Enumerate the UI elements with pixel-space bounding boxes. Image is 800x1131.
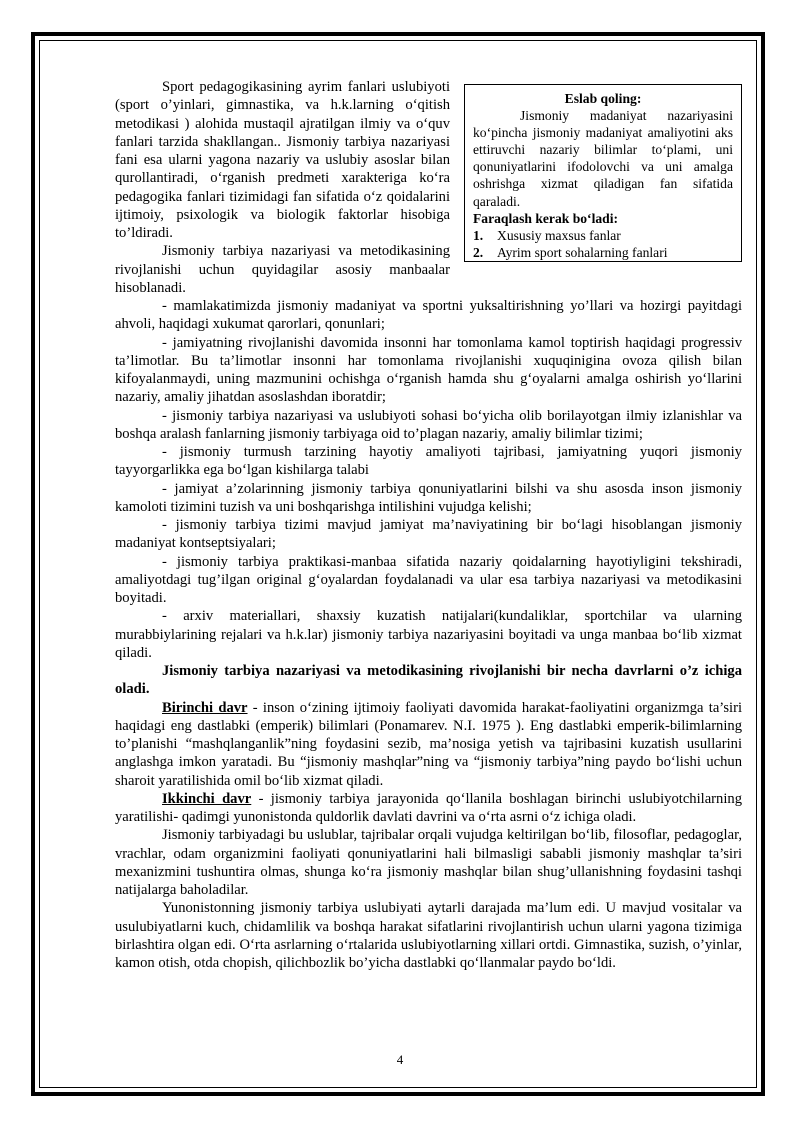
- period-1-label: Birinchi davr: [162, 699, 248, 716]
- paragraph: Jismoniy tarbiya nazariyasi va metodikasining rivojlanishi uchun quyidagilar asosiy manbaalar hisoblanadi.: [115, 243, 450, 296]
- paragraph: Sport pedagogikasining ayrim fanlari uslubiyoti (sport o’yinlari, gimnastika, va h.k.larning o‘qitish metodikasi ) alohida mustaqil ajratilgan ilmiy va o‘quv fanlari tarzida shakllangan.. Jismoniy tarbiya nazariyasi fani esa ularni yagona nazariy va uslubiy asoslar bilan qurollantiradi, o‘rganish predmeti xarakteriga ko‘ra pedagogika fanlari tizimidagi fan sifatida o‘z qoidalarini ijtimoiy, psixologik va biologik faktorlar hisobiga to’ldiradi.: [115, 79, 450, 241]
- paragraph: Yunonistonning jismoniy tarbiya uslubiyati aytarli darajada ma’lum edi. U mavjud vositalar va usulubiyatlarni kuch, chidamlilik va boshqa harakat sifatlarini rivojlantirish uchun ularni yagona tizimiga birlashtira olgan edi. O‘rta asrlarning o‘rtalarida uslubiyotlarning xillari ortdi. Gimnastika, suzish, o’yinlar, kamon otish, otda chopish, qilichbozlik bo’yicha dastlabki qo‘llanmalar paydo bo‘ldi.: [115, 900, 742, 971]
- remember-box-subheading: Faraqlash kerak bo‘ladi:: [473, 210, 619, 226]
- list-item-text: Xususiy maxsus fanlar: [497, 227, 621, 243]
- period-2-label: Ikkinchi davr: [162, 790, 252, 807]
- list-item-number: 1.: [473, 227, 484, 243]
- remember-box: [464, 84, 742, 262]
- paragraph: - jismoniy tarbiya nazariyasi va uslubiyoti sohasi bo‘yicha olib borilayotgan ilmiy izlanishlar va boshqa aralash fanlarning jismoniy tarbiyaga oid to’plagan nazariy, amaliy bilimlar tizimi;: [115, 407, 742, 442]
- page-content: [115, 78, 742, 972]
- list-item: [473, 227, 733, 244]
- paragraph-period-2: [115, 790, 742, 827]
- paragraph: - jismoniy tarbiya praktikasi-manbaa sifatida nazariy qoidalarning hayotiyligini tekshiradi, amaliyotdagi tug’ilgan original g‘oyalardan foydalanadi va ular esa tarbiya nazariyasi va metodikasini boyitadi.: [115, 553, 742, 606]
- period-1-text: - inson o‘zining ijtimoiy faoliyati davomida harakat-faoliyatini organizmga ta’siri haqidagi eng dastlabki (emperik) bilimlari (Ponamarev. N.I. 1975 ). Eng dastlabki emperik-bilimlarning to’planishi “mashqlanganlik”ning foydasini sezib, ma’nosiga yetish va tajribasini kuzatish usullarini anglashga imkon yaratadi. Bu “jismoniy mashqlar”ning va “jismoniy tarbiya”ning paydo bo‘lishi uchun sharoit yaratilishida omil bo‘lib xizmat qiladi.: [115, 699, 742, 789]
- paragraph: - mamlakatimizda jismoniy madaniyat va sportni yuksaltirishning yo’llari va hozirgi payitdagi ahvoli, haqidagi xukumat qarorlari, qonunlari;: [115, 298, 742, 333]
- paragraph: - jismoniy turmush tarzining hayotiy amaliyoti tajribasi, jamiyatning yuqori jismoniy tayyorgarlikka ega bo‘lgan kishilarga talabi: [115, 444, 742, 479]
- page-number: 4: [396, 1052, 404, 1067]
- paragraph: - jamiyatning rivojlanishi davomida insonni har tomonlama kamol toptirish haqidagi progressiv ta’limotlar. Bu ta’limotlar insonni har tomonlama rivojlanishi xuquqinigina ovoza qilish bilan kifoyalanmaydi, uning mazmunini ochishga o‘rganish hamda shu g‘oyalarni amalga oshirish yo‘llarini nazariy, amaliy jihatdan asoslashdan iboratdir;: [115, 334, 742, 406]
- paragraph-period-1: [115, 699, 742, 790]
- list-item-number: 2.: [473, 244, 484, 260]
- paragraph: - jamiyat a’zolarinning jismoniy tarbiya qonuniyatlarini bilshi va shu asosda inson jismoniy kamoloti tizimini tuzish va uni boshqarishga intilishini vujudga kelishi;: [115, 480, 742, 515]
- list-item: [473, 244, 733, 261]
- section-heading: Jismoniy tarbiya nazariyasi va metodikasining rivojlanishi bir necha davrlarni o’z ichiga oladi.: [115, 663, 742, 698]
- list-item-text: Ayrim sport sohalarning fanlari: [497, 244, 668, 260]
- remember-box-title: Eslab qoling:: [564, 91, 642, 106]
- remember-box-text: Jismoniy madaniyat nazariyasini ko‘pincha jismoniy madaniyat amaliyotini aks ettiruvchi nazariy bilimlar to‘plami, uni qonuniyatlarini ifodolovchi va uni amalga oshrishga xizmat qiladigan fan sifatida qaraladi.: [473, 108, 733, 209]
- remember-box-list: [473, 227, 733, 261]
- paragraph: Jismoniy tarbiyadagi bu uslublar, tajribalar orqali vujudga keltirilgan bo‘lib, filosoflar, pedagoglar, vrachlar, odam organizmini faoliyati qonuniyatlarini hali bilmasligi sababli jismoniy mashqlar ta’siri mexanizmini tushuntira olmas, shunga ko‘ra jismoniy mashqlar bilan shug’ullanishning foydasini tashqi natijalarga baholadilar.: [115, 827, 742, 898]
- paragraph: - arxiv materiallari, shaxsiy kuzatish natijalari(kundaliklar, sportchilar va ularning murabbiylarining rejalari va h.k.lar) jismoniy tarbiya nazariyasini boyitadi va unga manbaa bo‘lib xizmat qiladi.: [115, 608, 742, 661]
- paragraph: - jismoniy tarbiya tizimi mavjud jamiyat ma’naviyatining bir bo‘lagi hisoblangan jismoniy madaniyat kontseptsiyalari;: [115, 517, 742, 552]
- period-2-text: - jismoniy tarbiya jarayonida qo‘llanila boshlagan birinchi uslubiyotchilarning yaratilishi- qadimgi yunonistonda quldorlik davlati davrini va o‘rta asrni o‘z ichiga oladi.: [115, 790, 742, 825]
